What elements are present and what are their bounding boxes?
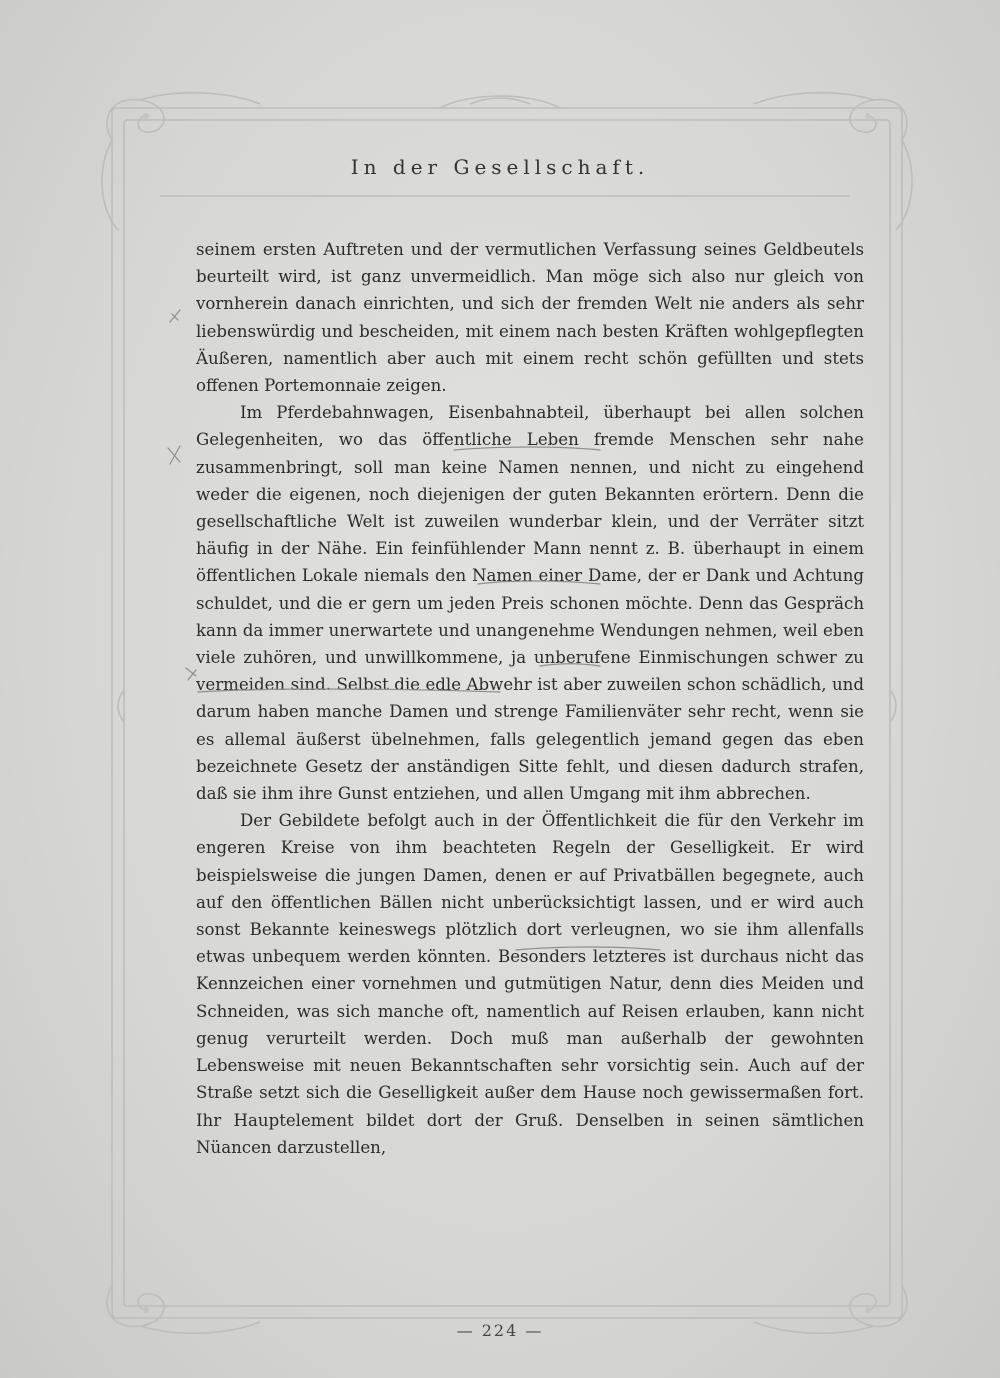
running-head-title: In der Gesellschaft. (350, 155, 650, 179)
underline-2 (478, 581, 600, 584)
margin-mark-2 (168, 446, 180, 464)
underline-1 (454, 447, 600, 450)
underline-4 (198, 689, 500, 692)
underline-5 (516, 947, 660, 950)
underline-3 (540, 664, 600, 666)
margin-mark-3 (186, 668, 196, 680)
page-number: — 224 — (456, 1321, 544, 1340)
margin-mark-1 (170, 310, 180, 322)
paragraph-2: Im Pferdebahnwagen, Eisenbahnabteil, überhaupt bei allen solchen Gelegenheiten, wo das öffentliche Leben fremde Menschen sehr nahe zusammenbringt, soll man keine Namen nennen, und nicht zu eingehend weder die eigenen, noch diejenigen der guten Bekannten erörtern. Denn die gesellschaftliche Welt ist zuweilen wunderbar klein, und der Verräter sitzt häufig in der Nähe. Ein feinfühlender Mann nennt z. B. überhaupt in einem öffentlichen Lokale niemals den Namen einer Dame, der er Dank und Achtung schuldet, und die er gern um jeden Preis schonen möchte. Denn das Gespräch kann da immer unerwartete und unangenehme Wendungen nehmen, weil eben viele zuhören, und unwillkommene, ja unberufene Einmischungen schwer zu vermeiden sind. Selbst die edle Abwehr ist aber zuweilen schon schädlich, und darum haben manche Damen und strenge Familienväter sehr recht, wenn sie es allemal äußerst übelnehmen, falls gelegentlich jemand gegen das eben bezeichnete Gesetz der anständigen Sitte fehlt, und diesen dadurch strafen, daß sie ihm ihre Gunst entziehen, und allen Umgang mit ihm abbrechen. (196, 403, 864, 804)
paragraph-1: seinem ersten Auftreten und der vermutlichen Verfassung seines Geldbeutels beurteilt wird, ist ganz unvermeidlich. Man möge sich also nur gleich von vornherein danach einrichten, und sich der fremden Welt nie anders als sehr liebenswürdig und bescheiden, mit einem nach besten Kräften wohlgepflegten Äußeren, namentlich aber auch mit einem recht schön gefüllten und stets offenen Portemonnaie zeigen. (196, 240, 864, 396)
paragraph-3: Der Gebildete befolgt auch in der Öffentlichkeit die für den Verkehr im engeren Kreise von ihm beachteten Regeln der Geselligkeit. Er wird beispielsweise die jungen Damen, denen er auf Privatbällen begegnete, auch auf den öffentlichen Bällen nicht unberücksichtigt lassen, und er wird auch sonst Bekannte keineswegs plötzlich dort verleugnen, wo sie ihm allenfalls etwas unbequem werden könnten. Besonders letzteres ist durchaus nicht das Kennzeichen einer vornehmen und gutmütigen Natur, denn dies Meiden und Schneiden, was sich manche oft, namentlich auf Reisen erlauben, kann nicht genug verurteilt werden. Doch muß man außerhalb der gewohnten Lebensweise mit neuen Bekanntschaften sehr vorsichtig sein. Auch auf der Straße setzt sich die Geselligkeit außer dem Hause noch gewissermaßen fort. Ihr Hauptelement bildet dort der Gruß. Denselben in seinen sämtlichen Nüancen darzustellen, (196, 811, 864, 1157)
